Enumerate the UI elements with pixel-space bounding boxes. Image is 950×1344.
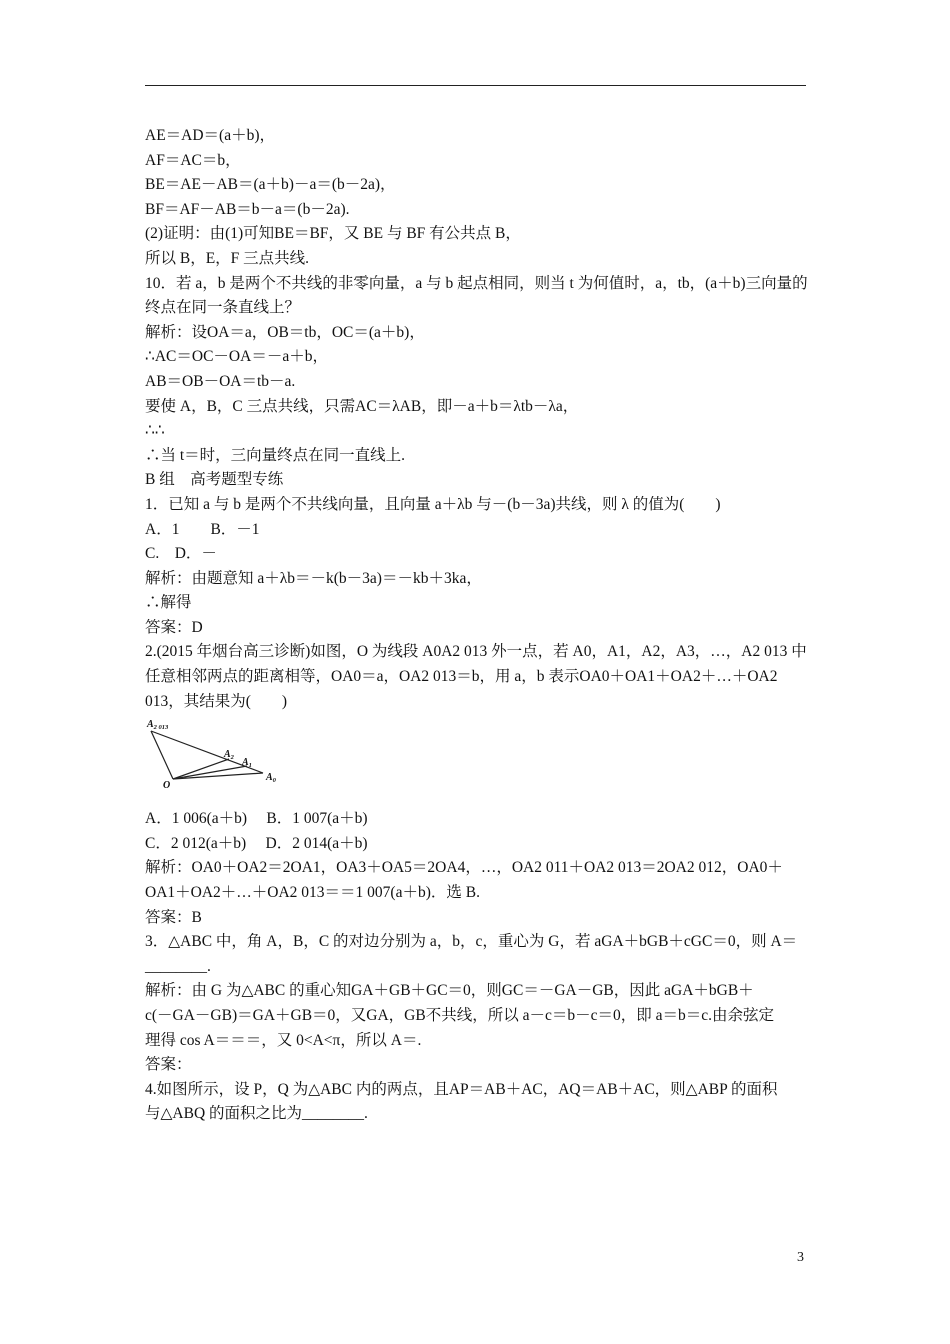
text-line: 013，其结果为( ) [145,692,288,710]
text-line: ∴当 t＝时，三向量终点在同一直线上. [145,446,406,464]
text-line: 解析：设OA＝a，OB＝tb，OC＝(a＋b)， [145,323,425,341]
text-line: ________. [145,957,211,975]
text-line: AE＝AD＝(a＋b)， [145,127,276,144]
text-line: (2)证明：由(1)可知BE＝BF，又 BE 与 BF 有公共点 B， [145,225,521,243]
text-line: ∴解得 [145,594,192,612]
question-4: 4.如图所示，设 P，Q 为△ABC 内的两点，且AP＝AB＋AC，AQ＝AB＋AC，则△ABP 的面积 [145,1080,778,1098]
text-line: 答案： [145,1056,192,1074]
text-line: 与△ABQ 的面积之比为________. [145,1105,368,1123]
text-line: 所以 B，E，F 三点共线. [145,249,310,267]
text-line: 任意相邻两点的距离相等，OA0＝a，OA2 013＝b，用 a，b 表示OA0＋OA1＋OA2＋…＋OA2 [145,668,778,686]
text-block-top [145,124,815,714]
text-line: 解析：由题意知 a＋λb＝－k(b－3a)＝－kb＋3ka， [145,569,482,587]
figure-svg [145,716,305,794]
text-block-bottom [145,807,815,1127]
text-line: AF＝AC＝b， [145,151,241,169]
text-line: ∴∴ [145,422,165,440]
text-line: 答案：B [145,908,202,926]
label-a2: $A_2$ [224,749,234,762]
text-line: BF＝AF－AB＝b－a＝(b－2a). [145,200,350,218]
header-rule [145,85,806,86]
text-line: c(－GA－GB)＝GA＋GB＝0，又GA，GB不共线，所以 a－c＝b－c＝0，即 a＝b＝c.由余弦定 [145,1007,774,1024]
text-line: 要使 A，B，C 三点共线，只需AC＝λAB，即－a＋b＝λtb－λa， [145,397,579,415]
text-line: C. D．－ [145,545,217,563]
question-2: 2.(2015 年烟台高三诊断)如图，O 为线段 A0A2 013 外一点，若 A0，A1，A2，A3，…，A2 013 中 [145,643,807,661]
document-body [145,124,815,1127]
text-line: BE＝AE－AB＝(a＋b)－a＝(b－2a)， [145,176,396,194]
text-line: 解析：OA0＋OA2＝2OA1，OA3＋OA5＝2OA4，…，OA2 011＋OA2 013＝2OA2 012，OA0＋ [145,859,783,877]
label-a0: $A_0$ [266,772,276,785]
question-10: 10．若 a，b 是两个不共线的非零向量，a 与 b 起点相同，则当 t 为何值时，a，tb，(a＋b)三向量的 [145,274,808,292]
text-line: 终点在同一条直线上？ [145,299,301,317]
label-o: O [163,780,171,792]
text-line: A．1 006(a＋b) B．1 007(a＋b) [145,810,368,828]
text-line: OA1＋OA2＋…＋OA2 013＝＝1 007(a＋b)．选 B. [145,884,480,902]
label-a2013: $A_{2 013}$ [147,719,169,732]
triangle-figure [145,716,815,794]
question-1: 1．已知 a 与 b 是两个不共线向量，且向量 a＋λb 与－(b－3a)共线，则 λ 的值为( ) [145,495,721,513]
text-line: 理得 cos A＝＝＝，又 0<A<π，所以 A＝. [145,1031,422,1049]
text-line: 答案：D [145,618,203,636]
text-line: AB＝OB－OA＝tb－a. [145,372,296,390]
text-line: A．1 B．－1 [145,520,260,538]
section-heading: B 组 高考题型专练 [145,471,284,489]
text-line: ∴AC＝OC－OA＝－a＋b， [145,348,328,366]
text-line: 解析：由 G 为△ABC 的重心知GA＋GB＋GC＝0，则GC＝－GA－GB，因此 aGA＋bGB＋ [145,982,754,1000]
text-line: C．2 012(a＋b) D．2 014(a＋b) [145,834,368,852]
page-number: 3 [797,1250,804,1265]
question-3: 3．△ABC 中，角 A，B，C 的对边分别为 a，b，c，重心为 G，若 aGA＋bGB＋cGC＝0，则 A＝ [145,933,798,951]
label-a1: $A_1$ [242,757,252,770]
